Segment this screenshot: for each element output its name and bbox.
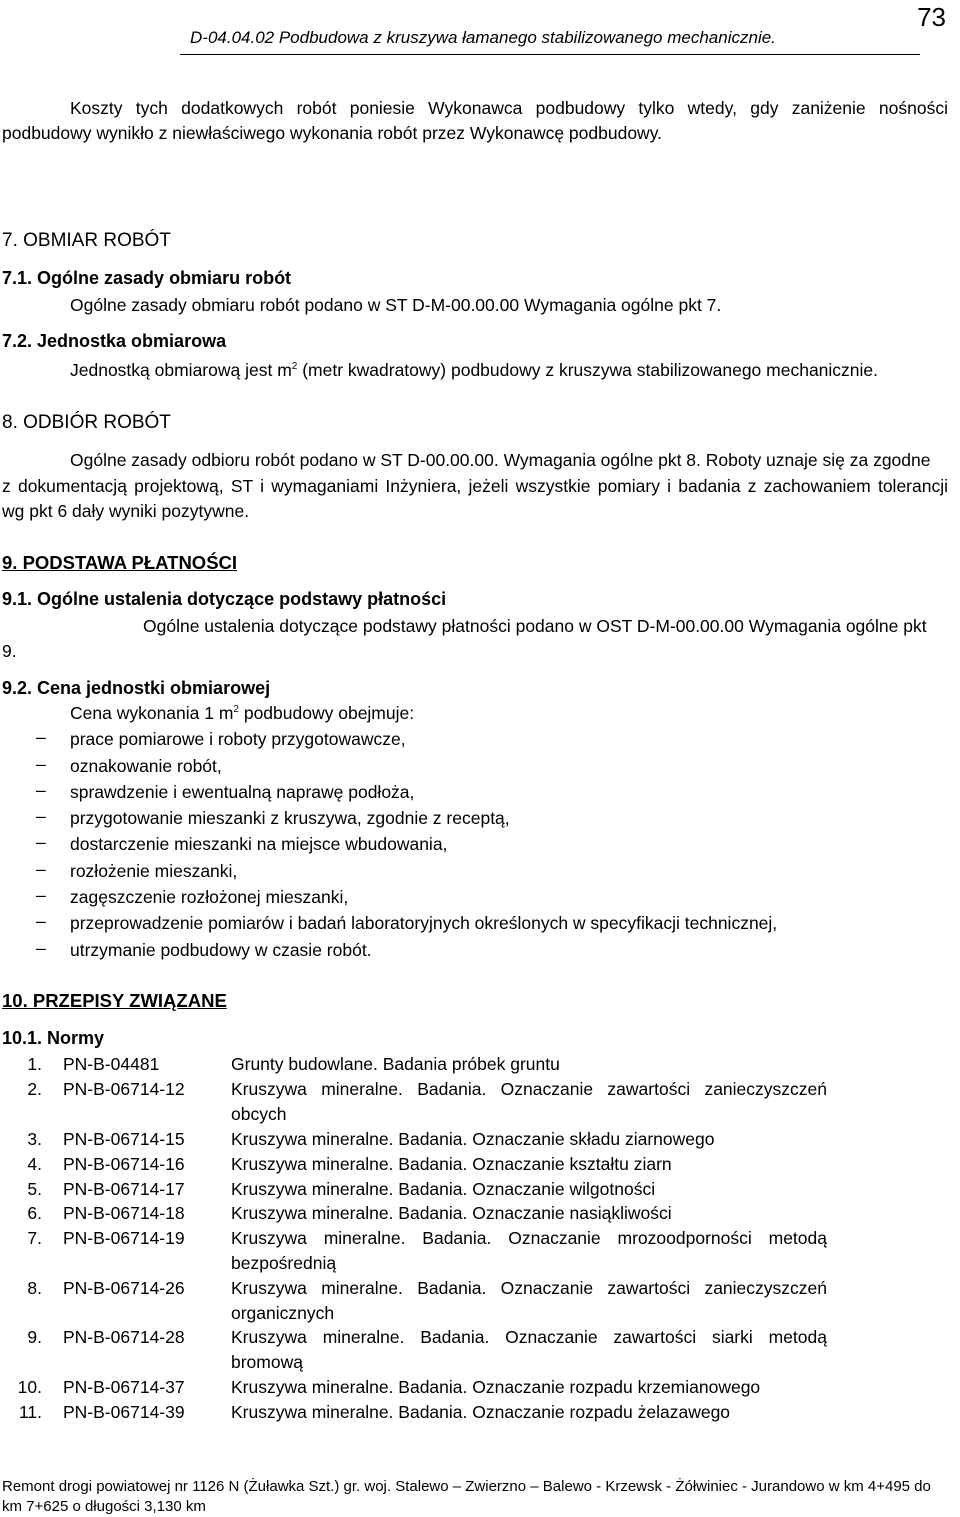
- section-8-line-2: z dokumentacją projektową, ST i wymaganiami Inżyniera, jeżeli wszystkie pomiary i badania z zachowaniem tolerancji: [2, 476, 948, 496]
- section-7-1-title: 7.1. Ogólne zasady obmiaru robót: [2, 268, 292, 288]
- footer-line-1: Remont drogi powiatowej nr 1126 N (Żuławka Szt.) gr. woj. Stalewo – Zwierzno – Balewo - Krzewsk - Żółwiniec - Jurandowo w km 4+495 do: [2, 1478, 931, 1495]
- running-header: D-04.04.02 Podbudowa z kruszywa łamanego stabilizowanego mechanicznie.: [190, 28, 776, 47]
- list-item: przeprowadzenie pomiarów i badań laboratoryjnych określonych w specyfikacji technicznej,: [70, 913, 778, 933]
- header-divider: [180, 54, 920, 55]
- list-bullet: –: [36, 911, 46, 931]
- section-8-line-3: wg pkt 6 dały wyniki pozytywne.: [2, 501, 250, 521]
- list-bullet: –: [36, 780, 46, 800]
- section-9-title: 9. PODSTAWA PŁATNOŚCI: [2, 552, 238, 573]
- list-bullet: –: [36, 806, 46, 826]
- page-footer: [2, 1477, 942, 1517]
- section-9-1-text-cont: 9.: [2, 641, 17, 661]
- list-bullet: –: [36, 832, 46, 852]
- section-9-2-title: 9.2. Cena jednostki obmiarowej: [2, 678, 271, 698]
- list-item: przygotowanie mieszanki z kruszywa, zgodnie z receptą,: [70, 808, 510, 828]
- list-bullet: –: [36, 754, 46, 774]
- section-9-1-text: Ogólne ustalenia dotyczące podstawy płatności podano w OST D-M-00.00.00 Wymagania ogólne pkt: [143, 616, 927, 636]
- list-item: prace pomiarowe i roboty przygotowawcze,: [70, 729, 406, 749]
- page-number: 73: [917, 2, 946, 32]
- list-item: dostarczenie mieszanki na miejsce wbudowania,: [70, 834, 448, 854]
- list-item: utrzymanie podbudowy w czasie robót.: [70, 940, 372, 960]
- section-8-line-1: Ogólne zasady odbioru robót podano w ST D-00.00.00. Wymagania ogólne pkt 8. Roboty uznaje się za zgodne: [70, 450, 931, 470]
- list-item: rozłożenie mieszanki,: [70, 861, 238, 881]
- section-8-title: 8. ODBIÓR ROBÓT: [2, 412, 171, 433]
- list-item: sprawdzenie i ewentualną naprawę podłoża,: [70, 782, 415, 802]
- list-bullet: –: [36, 885, 46, 905]
- section-10-1-title: 10.1. Normy: [2, 1028, 105, 1048]
- section-9-2-intro: Cena wykonania 1 $m^2$ podbudowy obejmuje:: [70, 703, 415, 723]
- intro-line-1: Koszty tych dodatkowych robót poniesie Wykonawca podbudowy tylko wtedy, gdy zaniżenie nośności: [70, 98, 948, 118]
- list-item: oznakowanie robót,: [70, 756, 222, 776]
- intro-line-2: podbudowy wynikło z niewłaściwego wykonania robót przez Wykonawcę podbudowy.: [2, 123, 663, 143]
- footer-line-2: km 7+625 o długości 3,130 km: [2, 1498, 206, 1515]
- section-7-1-text: Ogólne zasady obmiaru robót podano w ST D-M-00.00.00 Wymagania ogólne pkt 7.: [70, 295, 722, 315]
- section-7-title: 7. OBMIAR ROBÓT: [2, 230, 171, 251]
- section-7-2-text: Jednostką obmiarową jest $m^2$ (metr kwadratowy) podbudowy z kruszywa stabilizowanego mechanicznie.: [70, 360, 879, 380]
- list-bullet: –: [36, 938, 46, 958]
- list-bullet: –: [36, 727, 46, 747]
- section-9-1-title: 9.1. Ogólne ustalenia dotyczące podstawy płatności: [2, 589, 447, 609]
- section-10-title: 10. PRZEPISY ZWIĄZANE: [2, 990, 227, 1011]
- list-item: zagęszczenie rozłożonej mieszanki,: [70, 887, 349, 907]
- list-bullet: –: [36, 859, 46, 879]
- section-7-2-title: 7.2. Jednostka obmiarowa: [2, 331, 227, 351]
